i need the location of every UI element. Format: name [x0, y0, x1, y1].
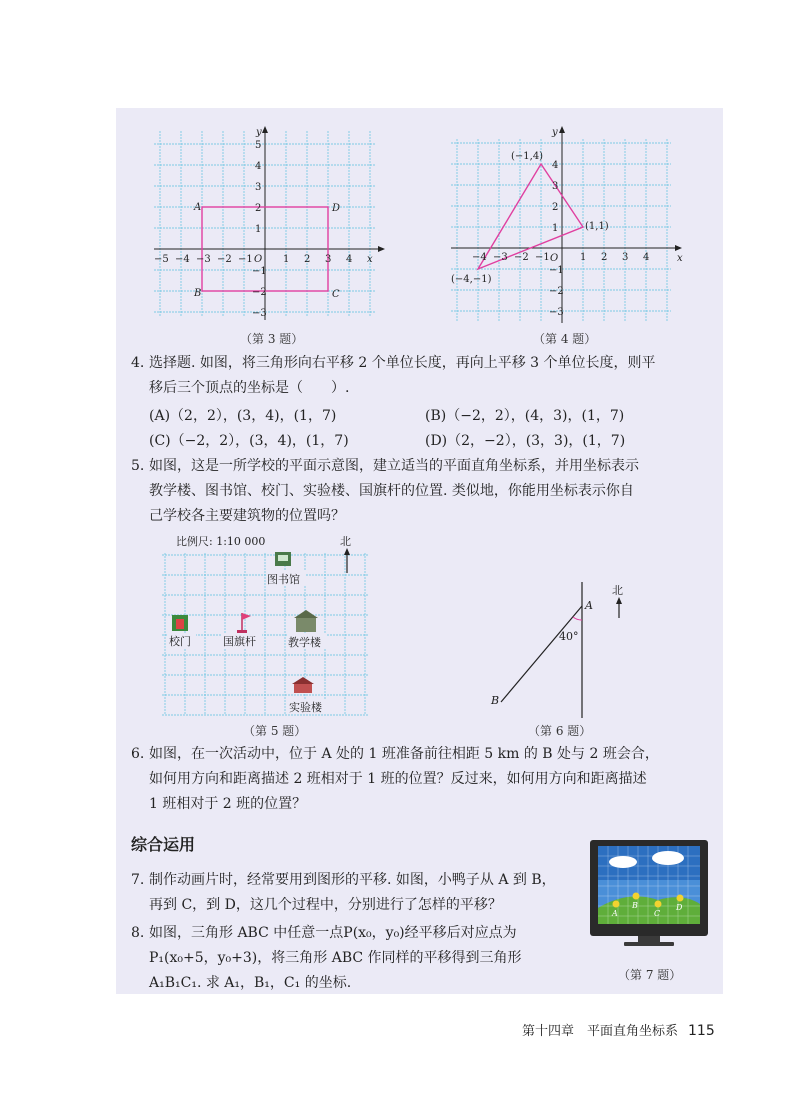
vertex-label: (1,1) — [585, 221, 609, 232]
y-tick: −3 — [252, 308, 267, 319]
y-tick: −2 — [549, 286, 564, 297]
question-number: 4. — [131, 355, 145, 371]
question-text: 制作动画片时，经常要用到图形的平移. 如图，小鸭子从 A 到 B， — [149, 872, 556, 888]
map-scale: 比例尺: 1:10 000 — [176, 535, 266, 548]
x-tick: −2 — [514, 252, 529, 263]
question-8 — [131, 921, 522, 996]
y-tick: 4 — [255, 161, 262, 172]
figure7-caption: （第 7 题） — [618, 968, 682, 982]
origin-label: O — [254, 254, 263, 265]
teaching-building-icon — [294, 610, 318, 632]
point-b-label: B — [491, 694, 500, 707]
origin-label: O — [550, 253, 559, 264]
x-tick: −1 — [535, 252, 550, 263]
y-axis-label: y — [256, 127, 262, 138]
x-tick: −3 — [493, 252, 508, 263]
y-tick: −1 — [252, 266, 267, 277]
figure3-caption: （第 3 题） — [240, 332, 304, 346]
figure7-monitor-illustration — [588, 838, 710, 948]
angle-label: 40° — [559, 630, 579, 643]
page-number: 115 — [688, 1023, 715, 1039]
y-tick: 5 — [255, 140, 262, 151]
figure4-caption: （第 4 题） — [533, 332, 597, 346]
figure6-caption: （第 6 题） — [528, 724, 592, 738]
x-tick: 2 — [304, 254, 311, 265]
option-b: (B)（−2，2），(4，3)，(1，7) — [425, 408, 625, 424]
north-label: 北 — [340, 535, 351, 548]
x-tick: 1 — [580, 252, 587, 263]
y-tick: −3 — [549, 307, 564, 318]
x-tick: 1 — [283, 254, 290, 265]
option-a: (A)（2，2），(3，4)，(1，7) — [149, 408, 337, 424]
point-c-label: C — [332, 289, 340, 300]
question-text: 移后三个顶点的坐标是（ ）. — [149, 380, 350, 396]
chapter-title: 第十四章 平面直角坐标系 — [522, 1024, 679, 1039]
x-tick: 2 — [601, 252, 608, 263]
figure5-school-map — [160, 533, 375, 718]
point-a-label: A — [194, 202, 202, 213]
x-tick: −5 — [154, 254, 169, 265]
x-tick: 3 — [622, 252, 629, 263]
figure4-coordinate-grid — [445, 125, 690, 325]
building-label-flagpole: 国旗杆 — [223, 635, 256, 648]
question-text: 如图，在一次活动中，位于 A 处的 1 班准备前往相距 5 km 的 B 处与 2 班会合， — [149, 746, 659, 762]
x-tick: −4 — [175, 254, 190, 265]
y-tick: 3 — [552, 181, 559, 192]
question-text: 1 班相对于 2 班的位置？ — [149, 796, 307, 812]
question-text: 己学校各主要建筑物的位置吗？ — [149, 508, 345, 524]
question-text: 教学楼、图书馆、校门、实验楼、国旗杆的位置. 类似地，你能用坐标表示你自 — [149, 483, 634, 499]
x-axis-label: x — [677, 253, 683, 264]
building-label-gate: 校门 — [169, 635, 191, 648]
x-tick: −2 — [217, 254, 232, 265]
y-tick: −2 — [252, 287, 267, 298]
question-text: 如图，这是一所学校的平面示意图，建立适当的平面直角坐标系，并用坐标表示 — [149, 458, 639, 474]
vertex-label: (−1,4) — [511, 151, 544, 162]
lab-building-icon — [292, 677, 314, 693]
question-text: A₁B₁C₁. 求 A₁，B₁，C₁ 的坐标. — [149, 975, 352, 991]
y-tick: 4 — [552, 160, 559, 171]
question-number: 6. — [131, 746, 145, 762]
section-title: 综合运用 — [131, 835, 196, 854]
north-label: 北 — [612, 584, 623, 597]
question-text: 再到 C，到 D，这几个过程中，分别进行了怎样的平移？ — [149, 897, 502, 913]
x-tick: −1 — [238, 254, 253, 265]
question-number: 8. — [131, 925, 145, 941]
y-tick: 3 — [255, 182, 262, 193]
option-d: (D)（2，−2），(3，3)，(1，7) — [425, 433, 626, 449]
figure5-caption: （第 5 题） — [243, 724, 307, 738]
y-tick: −1 — [549, 265, 564, 276]
question-text: 如图，三角形 ABC 中任意一点P(x₀，y₀)经平移后对应点为 — [149, 925, 517, 941]
x-tick: 4 — [346, 254, 353, 265]
y-axis-label: y — [552, 127, 558, 138]
x-tick: 4 — [643, 252, 650, 263]
question-text: P₁(x₀+5，y₀+3)，将三角形 ABC 作同样的平移得到三角形 — [149, 950, 522, 966]
library-icon — [275, 552, 291, 566]
duck-point-a: A — [612, 909, 618, 918]
y-tick: 2 — [552, 202, 559, 213]
question-number: 5. — [131, 458, 145, 474]
duck-point-b: B — [632, 901, 638, 910]
point-a-label: A — [585, 599, 593, 612]
building-label-teaching: 教学楼 — [288, 636, 321, 649]
point-d-label: D — [332, 203, 341, 214]
figure3-coordinate-grid — [150, 125, 390, 325]
segment-ab — [501, 606, 582, 702]
y-tick: 2 — [255, 203, 262, 214]
building-label-library: 图书馆 — [267, 573, 300, 586]
question-4 — [131, 351, 656, 401]
x-tick: −3 — [196, 254, 211, 265]
question-6 — [131, 742, 659, 817]
y-tick: 1 — [552, 223, 559, 234]
flag-icon — [237, 613, 251, 633]
question-text: 如何用方向和距离描述 2 班相对于 1 班的位置？反过来，如何用方向和距离描述 — [149, 771, 647, 787]
question-5 — [131, 454, 639, 529]
duck-point-d: D — [676, 903, 683, 912]
duck-point-c: C — [654, 909, 661, 918]
x-tick: 3 — [325, 254, 332, 265]
x-axis-label: x — [367, 254, 373, 265]
x-tick: −4 — [472, 252, 487, 263]
option-c: (C)（−2，2），(3，4)，(1，7) — [149, 433, 349, 449]
vertex-label: (−4,−1) — [451, 274, 492, 285]
page-footer — [522, 1020, 715, 1039]
y-tick: 1 — [255, 224, 262, 235]
figure6-direction-diagram — [485, 580, 645, 720]
point-b-label: B — [194, 288, 202, 299]
question-number: 7. — [131, 872, 145, 888]
building-label-lab: 实验楼 — [289, 701, 322, 714]
school-gate-icon — [172, 615, 188, 631]
question-7 — [131, 868, 556, 918]
question-text: 选择题. 如图，将三角形向右平移 2 个单位长度，再向上平移 3 个单位长度，则平 — [149, 355, 656, 371]
